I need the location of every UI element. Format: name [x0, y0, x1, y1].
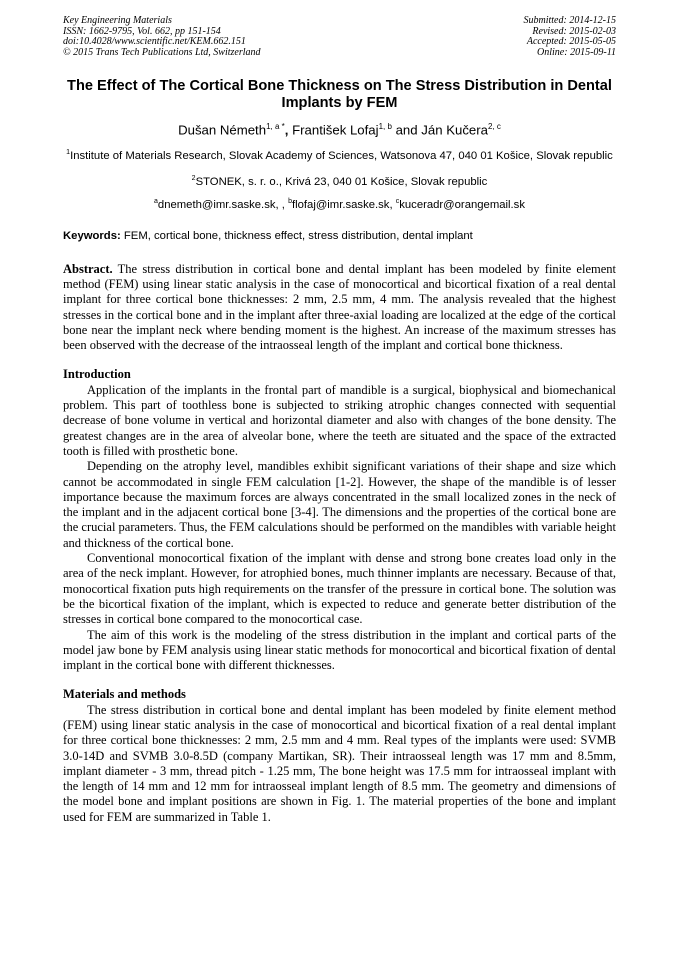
section-heading-introduction: Introduction [63, 367, 131, 382]
paragraph: Depending on the atrophy level, mandibles exhibit significant variations of their shape and size which cannot be accommodated in single FEM calculation [1-2]. However, the shape of the mandible is of lesser importance because the maximum forces are always concentrated in the small localized zones in the neck of the implant and in the adjacent cortical bone [3-4]. The dimensions and the properties of the cortical bone are the crucial parameters. Thus, the FEM calculations should be performed on the mandibles with variable height and thickness of the cortical bone. [63, 459, 616, 550]
abstract [63, 262, 616, 354]
author-name: Ján Kučera [421, 122, 488, 138]
paragraph: Conventional monocortical fixation of the implant with dense and strong bone creates load only in the area of the neck implant. However, for atrophied bones, much thinner implants are necessary. Because of that, monocortical fixation puts high requirements on the transfer of the pressure in cortical bone. The solution was be the bicortical fixation of the implant, which is expected to reduce and generate better distribution of the stresses in cortical bone compared to the monocortical case. [63, 551, 616, 627]
issn-line: ISSN: 1662-9795, Vol. 662, pp 151-154 [63, 25, 221, 37]
journal-header [63, 16, 616, 58]
abstract-label: Abstract. [63, 261, 113, 276]
author-emails [63, 198, 616, 211]
email-address[interactable]: kuceradr@orangemail.sk [399, 198, 525, 211]
affiliation-2 [63, 172, 616, 189]
affiliation-text: Institute of Materials Research, Slovak Academy of Sciences, Watsonova 47, 040 01 Košice, Slovak republic [70, 150, 613, 163]
author-affiliation-mark: 1, b [378, 122, 392, 131]
author-affiliation-mark: 2, c [487, 122, 501, 131]
online-date: Online: 2015-09-11 [537, 46, 616, 58]
copyright-line: © 2015 Trans Tech Publications Ltd, Switzerland [63, 46, 261, 58]
paragraph: The stress distribution in cortical bone and dental implant has been modeled by finite element method (FEM) using linear static analysis in the case of monocortical and bicortical fixation of a real dental implant for three cortical bone thicknesses: 2 mm, 2.5 mm and 4 mm. Real types of the implants were used: SVMB 3.0-14D and SVMB 3.0-8.5D (company Martikan, SR). Their intraosseal length was 17 mm and 8.5mm, implant diameter - 3 mm, thread pitch - 1.25 mm, The bone height was 17.5 mm for intraosseal implant with the length of 14 mm and 12 mm for intraosseal implant length of 8.5 mm. The geometry and dimensions of the model bone and implant positions are shown in Fig. 1. The material properties of the bone and implant used for FEM are summarized in Table 1. [63, 702, 616, 824]
affiliation-mark: 1 [66, 149, 71, 157]
email-mark: b [288, 197, 292, 205]
introduction-body [63, 383, 616, 674]
revised-date: Revised: 2015-02-03 [532, 25, 616, 37]
author-affiliation-mark: 1, a * [266, 122, 285, 131]
journal-name: Key Engineering Materials [63, 15, 172, 26]
author-name: Dušan Németh [178, 122, 267, 138]
submission-dates [524, 16, 617, 58]
accepted-date: Accepted: 2015-05-05 [526, 36, 616, 47]
affiliation-mark: 2 [191, 174, 196, 182]
abstract-text: The stress distribution in cortical bone and dental implant has been modeled by finite element method (FEM) using linear static analysis in the case of monocortical and bicortical fixation of a real dental implant for three cortical bone thicknesses: 2 mm, 2.5 mm, 4 mm. The analysis revealed that the highest stresses in the cortical bone and in the implant after three-axial loading are localized at the edge of the cortical bone near the implant neck where bending moment is the highest. An increase of the maximum stresses has been observed with the decrease of the intraosseal length of the implant and cortical bone thickness. [63, 261, 616, 353]
email-mark: a [154, 197, 158, 205]
affiliation-1 [63, 146, 616, 163]
keywords [63, 230, 616, 242]
journal-info [63, 16, 261, 58]
keywords-text: FEM, cortical bone, thickness effect, stress distribution, dental implant [120, 229, 473, 242]
author-list [63, 118, 616, 138]
author-separator: , [284, 122, 293, 138]
doi-line: doi:10.4028/www.scientific.net/KEM.662.151 [63, 36, 246, 47]
author-separator: and [391, 122, 422, 138]
submitted-date: Submitted: 2014-12-15 [523, 15, 616, 26]
section-heading-materials: Materials and methods [63, 687, 186, 702]
email-mark: c [395, 197, 400, 205]
paragraph: Application of the implants in the frontal part of mandible is a surgical, biophysical and biomechanical problem. This part of toothless bone is subjected to striking atrophic changes connected with sequential decrease of bone volume in vertical and horizontal diameter and also with changes of the bone density. The greatest changes are in the area of alveolar bone, where the teeth are situated and the space of the extracted tooth is filled with prosthetic bone. [63, 382, 616, 458]
paragraph: The aim of this work is the modeling of the stress distribution in the implant and cortical parts of the model jaw bone by FEM analysis using linear static methods for monocortical and bicortical fixation of dental implant in the cortical bone with different thicknesses. [63, 627, 616, 673]
materials-body [63, 703, 616, 825]
author-name: František Lofaj [292, 122, 379, 138]
paper-title: The Effect of The Cortical Bone Thickness on The Stress Distribution in Dental Implants by FEM [67, 78, 612, 111]
email-address[interactable]: dnemeth@imr.saske.sk, , [157, 198, 289, 211]
affiliation-text: STONEK, s. r. o., Krivá 23, 040 01 Košice, Slovak republic [195, 175, 488, 188]
keywords-label: Keywords: [63, 229, 121, 242]
email-address[interactable]: flofaj@imr.saske.sk, [291, 198, 396, 211]
